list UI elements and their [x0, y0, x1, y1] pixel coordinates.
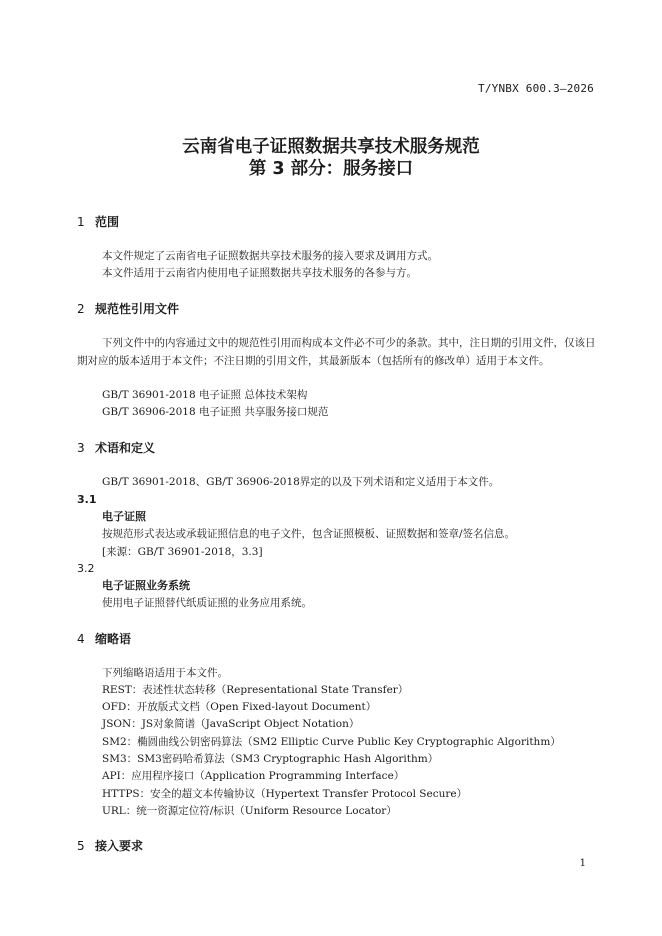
section-number: 2 [77, 302, 85, 316]
section-5-heading [77, 838, 143, 854]
section-number: 4 [77, 632, 85, 646]
document-subtitle: 第 3 部分：服务接口 [248, 159, 414, 179]
section-3-heading [77, 440, 155, 456]
section-1-heading [77, 214, 119, 230]
term-name: 电子证照业务系统 [102, 579, 190, 592]
term-number: 3.2 [77, 562, 95, 575]
document-title: 云南省电子证照数据共享技术服务规范 [182, 137, 480, 157]
abbreviation-item: API：应用程序接口（Application Programming Interface） [102, 770, 405, 782]
section-number: 3 [77, 441, 85, 455]
section-number: 1 [77, 215, 85, 229]
term-source: [来源：GB/T 36901-2018，3.3] [102, 546, 263, 558]
abbreviation-item: HTTPS：安全的超文本传输协议（Hypertext Transfer Protocol Secure） [102, 788, 468, 800]
term-number: 3.1 [77, 493, 97, 506]
term-definition: 按规范形式表达或承载证照信息的电子文件，包含证照模板、证照数据和签章/签名信息。 [102, 528, 516, 540]
term-definition: 使用电子证照替代纸质证照的业务应用系统。 [102, 597, 312, 609]
reference-item: GB/T 36906-2018 电子证照 共享服务接口规范 [102, 406, 329, 418]
section-number: 5 [77, 839, 85, 853]
document-code: T/YNBX 600.3—2026 [478, 82, 594, 95]
abbreviation-item: JSON：JS对象简谱（JavaScript Object Notation） [102, 718, 360, 730]
reference-item: GB/T 36901-2018 电子证照 总体技术架构 [102, 389, 308, 401]
section-title: 接入要求 [95, 839, 144, 853]
section-4-heading [77, 631, 131, 647]
section-2-heading [77, 301, 179, 317]
paragraph: 下列缩略语适用于本文件。 [102, 667, 228, 679]
paragraph: 下列文件中的内容通过文中的规范性引用而构成本文件必不可少的条款。其中，注日期的引用文件，仅该日期对应的版本适用于本文件；不注日期的引用文件，其最新版本（包括所有的修改单）适用于本文件。 [77, 337, 596, 367]
section-title: 缩略语 [95, 632, 132, 646]
abbreviation-item: OFD：开放版式文档（Open Fixed-layout Document） [102, 701, 377, 713]
section-title: 规范性引用文件 [95, 302, 180, 316]
section-title: 术语和定义 [95, 441, 156, 455]
paragraph: GB/T 36901-2018、GB/T 36906-2018界定的以及下列术语和定义适用于本文件。 [102, 476, 500, 488]
abbreviation-item: REST：表述性状态转移（Representational State Transfer） [102, 684, 409, 696]
abbreviation-item: URL：统一资源定位符/标识（Uniform Resource Locator） [102, 805, 397, 817]
abbreviation-item: SM2：椭圆曲线公钥密码算法（SM2 Elliptic Curve Public Key Cryptographic Algorithm） [102, 736, 561, 748]
paragraph: 本文件适用于云南省内使用电子证照数据共享技术服务的各参与方。 [102, 267, 417, 279]
abbreviation-item: SM3：SM3密码哈希算法（SM3 Cryptographic Hash Algorithm） [102, 753, 439, 765]
term-name: 电子证照 [102, 510, 146, 523]
section-title: 范围 [95, 215, 120, 229]
paragraph: 本文件规定了云南省电子证照数据共享技术服务的接入要求及调用方式。 [102, 250, 438, 262]
page-number: 1 [579, 858, 586, 869]
